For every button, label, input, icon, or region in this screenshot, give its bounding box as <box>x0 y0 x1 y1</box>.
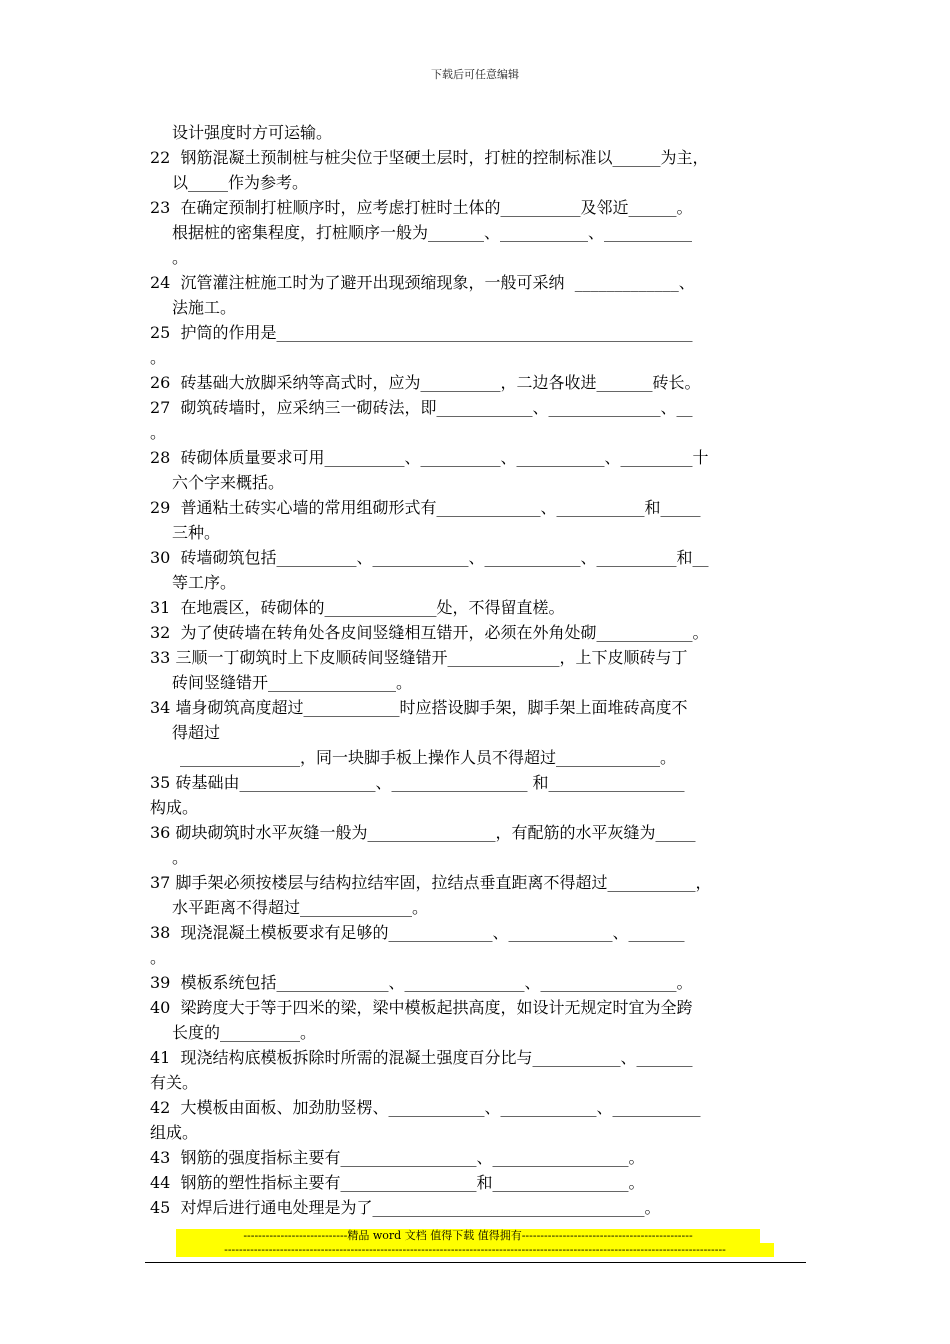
text-line: 34 墙身砌筑高度超过____________时应搭设脚手架，脚手架上面堆砖高度不 <box>150 698 688 717</box>
text-line: 26 砖基础大放脚采纳等高式时，应为__________，二边各收进_______砖长。 <box>150 373 701 392</box>
text-line: 37 脚手架必须按楼层与结构拉结牢固，拉结点垂直距离不得超过___________， <box>150 873 712 892</box>
page-header: 下载后可任意编辑 <box>431 68 519 81</box>
text-line: 。 <box>150 423 167 442</box>
text-line: 根据桩的密集程度，打桩顺序一般为_______、___________、___________ <box>172 223 693 242</box>
text-line: 22 钢筋混凝土预制桩与桩尖位于坚硬土层时，打桩的控制标准以______为主， <box>150 148 709 167</box>
text-line: 长度的__________。 <box>172 1023 317 1042</box>
text-line: 30 砖墙砌筑包括__________、____________、____________、__________和__ <box>150 548 709 567</box>
text-line: 43 钢筋的强度指标主要有_________________、_________________。 <box>150 1148 645 1167</box>
text-line: 六个字来概括。 <box>172 473 285 492</box>
text-line: 等工序。 <box>172 573 237 592</box>
text-line: 以_____作为参考。 <box>172 173 309 192</box>
text-line: 44 钢筋的塑性指标主要有_________________和_________________。 <box>150 1173 645 1192</box>
text-line: 39 模板系统包括______________、_______________、_________________。 <box>150 973 693 992</box>
footer-line-2: --------------------------------------------------------------------------------------------------------------------------------------- <box>176 1243 774 1257</box>
text-line: 42 大模板由面板、加劲肋竖楞、____________、____________、___________ <box>150 1098 701 1117</box>
text-line: 31 在地震区，砖砌体的______________处，不得留直槎。 <box>150 598 565 617</box>
text-line: 组成。 <box>150 1123 199 1142</box>
footer-line-1: ----------------------------精品 word 文档 值得下载 值得拥有---------------------------------------------- <box>176 1229 760 1243</box>
text-line: 。 <box>150 948 167 967</box>
text-line: 水平距离不得超过______________。 <box>172 898 429 917</box>
text-line: 45 对焊后进行通电处理是为了__________________________________。 <box>150 1198 661 1217</box>
text-line: 24 沉管灌注桩施工时为了避开出现颈缩现象，一般可采纳 _____________、 <box>150 273 695 292</box>
text-line: 构成。 <box>150 798 199 817</box>
text-line: 。 <box>172 248 189 267</box>
text-line: 砖间竖缝错开________________。 <box>172 673 413 692</box>
text-line: 有关。 <box>150 1073 199 1092</box>
text-line: 33 三顺一丁砌筑时上下皮顺砖间竖缝错开______________，上下皮顺砖与丁 <box>150 648 688 667</box>
text-line: 41 现浇结构底模板拆除时所需的混凝土强度百分比与___________、_______ <box>150 1048 693 1067</box>
text-line: _______________，同一块脚手板上操作人员不得超过_____________。 <box>180 748 677 767</box>
text-line: 得超过 <box>172 723 221 742</box>
text-line: 。 <box>150 348 167 367</box>
text-line: 32 为了使砖墙在转角处各皮间竖缝相互错开，必须在外角处砌____________。 <box>150 623 709 642</box>
text-line: 三种。 <box>172 523 221 542</box>
text-line: 28 砖砌体质量要求可用__________、__________、___________、_________十 <box>150 448 709 467</box>
text-line: 25 护筒的作用是____________________________________________________ <box>150 323 693 342</box>
text-line: 设计强度时方可运输。 <box>172 123 333 142</box>
text-line: 。 <box>172 848 189 867</box>
footer-rule <box>145 1262 806 1263</box>
text-line: 40 梁跨度大于等于四米的梁，梁中模板起拱高度，如设计无规定时宜为全跨 <box>150 998 693 1017</box>
footer-banner <box>176 1229 774 1257</box>
text-line: 38 现浇混凝土模板要求有足够的_____________、_____________、_______ <box>150 923 685 942</box>
text-line: 36 砌块砌筑时水平灰缝一般为________________，有配筋的水平灰缝为_____ <box>150 823 696 842</box>
text-line: 27 砌筑砖墙时，应采纳三一砌砖法，即____________、______________、__ <box>150 398 693 417</box>
text-line: 23 在确定预制打桩顺序时，应考虑打桩时土体的__________及邻近______。 <box>150 198 693 217</box>
text-line: 35 砖基础由_________________、_________________ 和_________________ <box>150 773 685 792</box>
text-line: 法施工。 <box>172 298 237 317</box>
text-line: 29 普通粘土砖实心墙的常用组砌形式有_____________、___________和_____ <box>150 498 701 517</box>
document-body <box>150 120 810 1220</box>
